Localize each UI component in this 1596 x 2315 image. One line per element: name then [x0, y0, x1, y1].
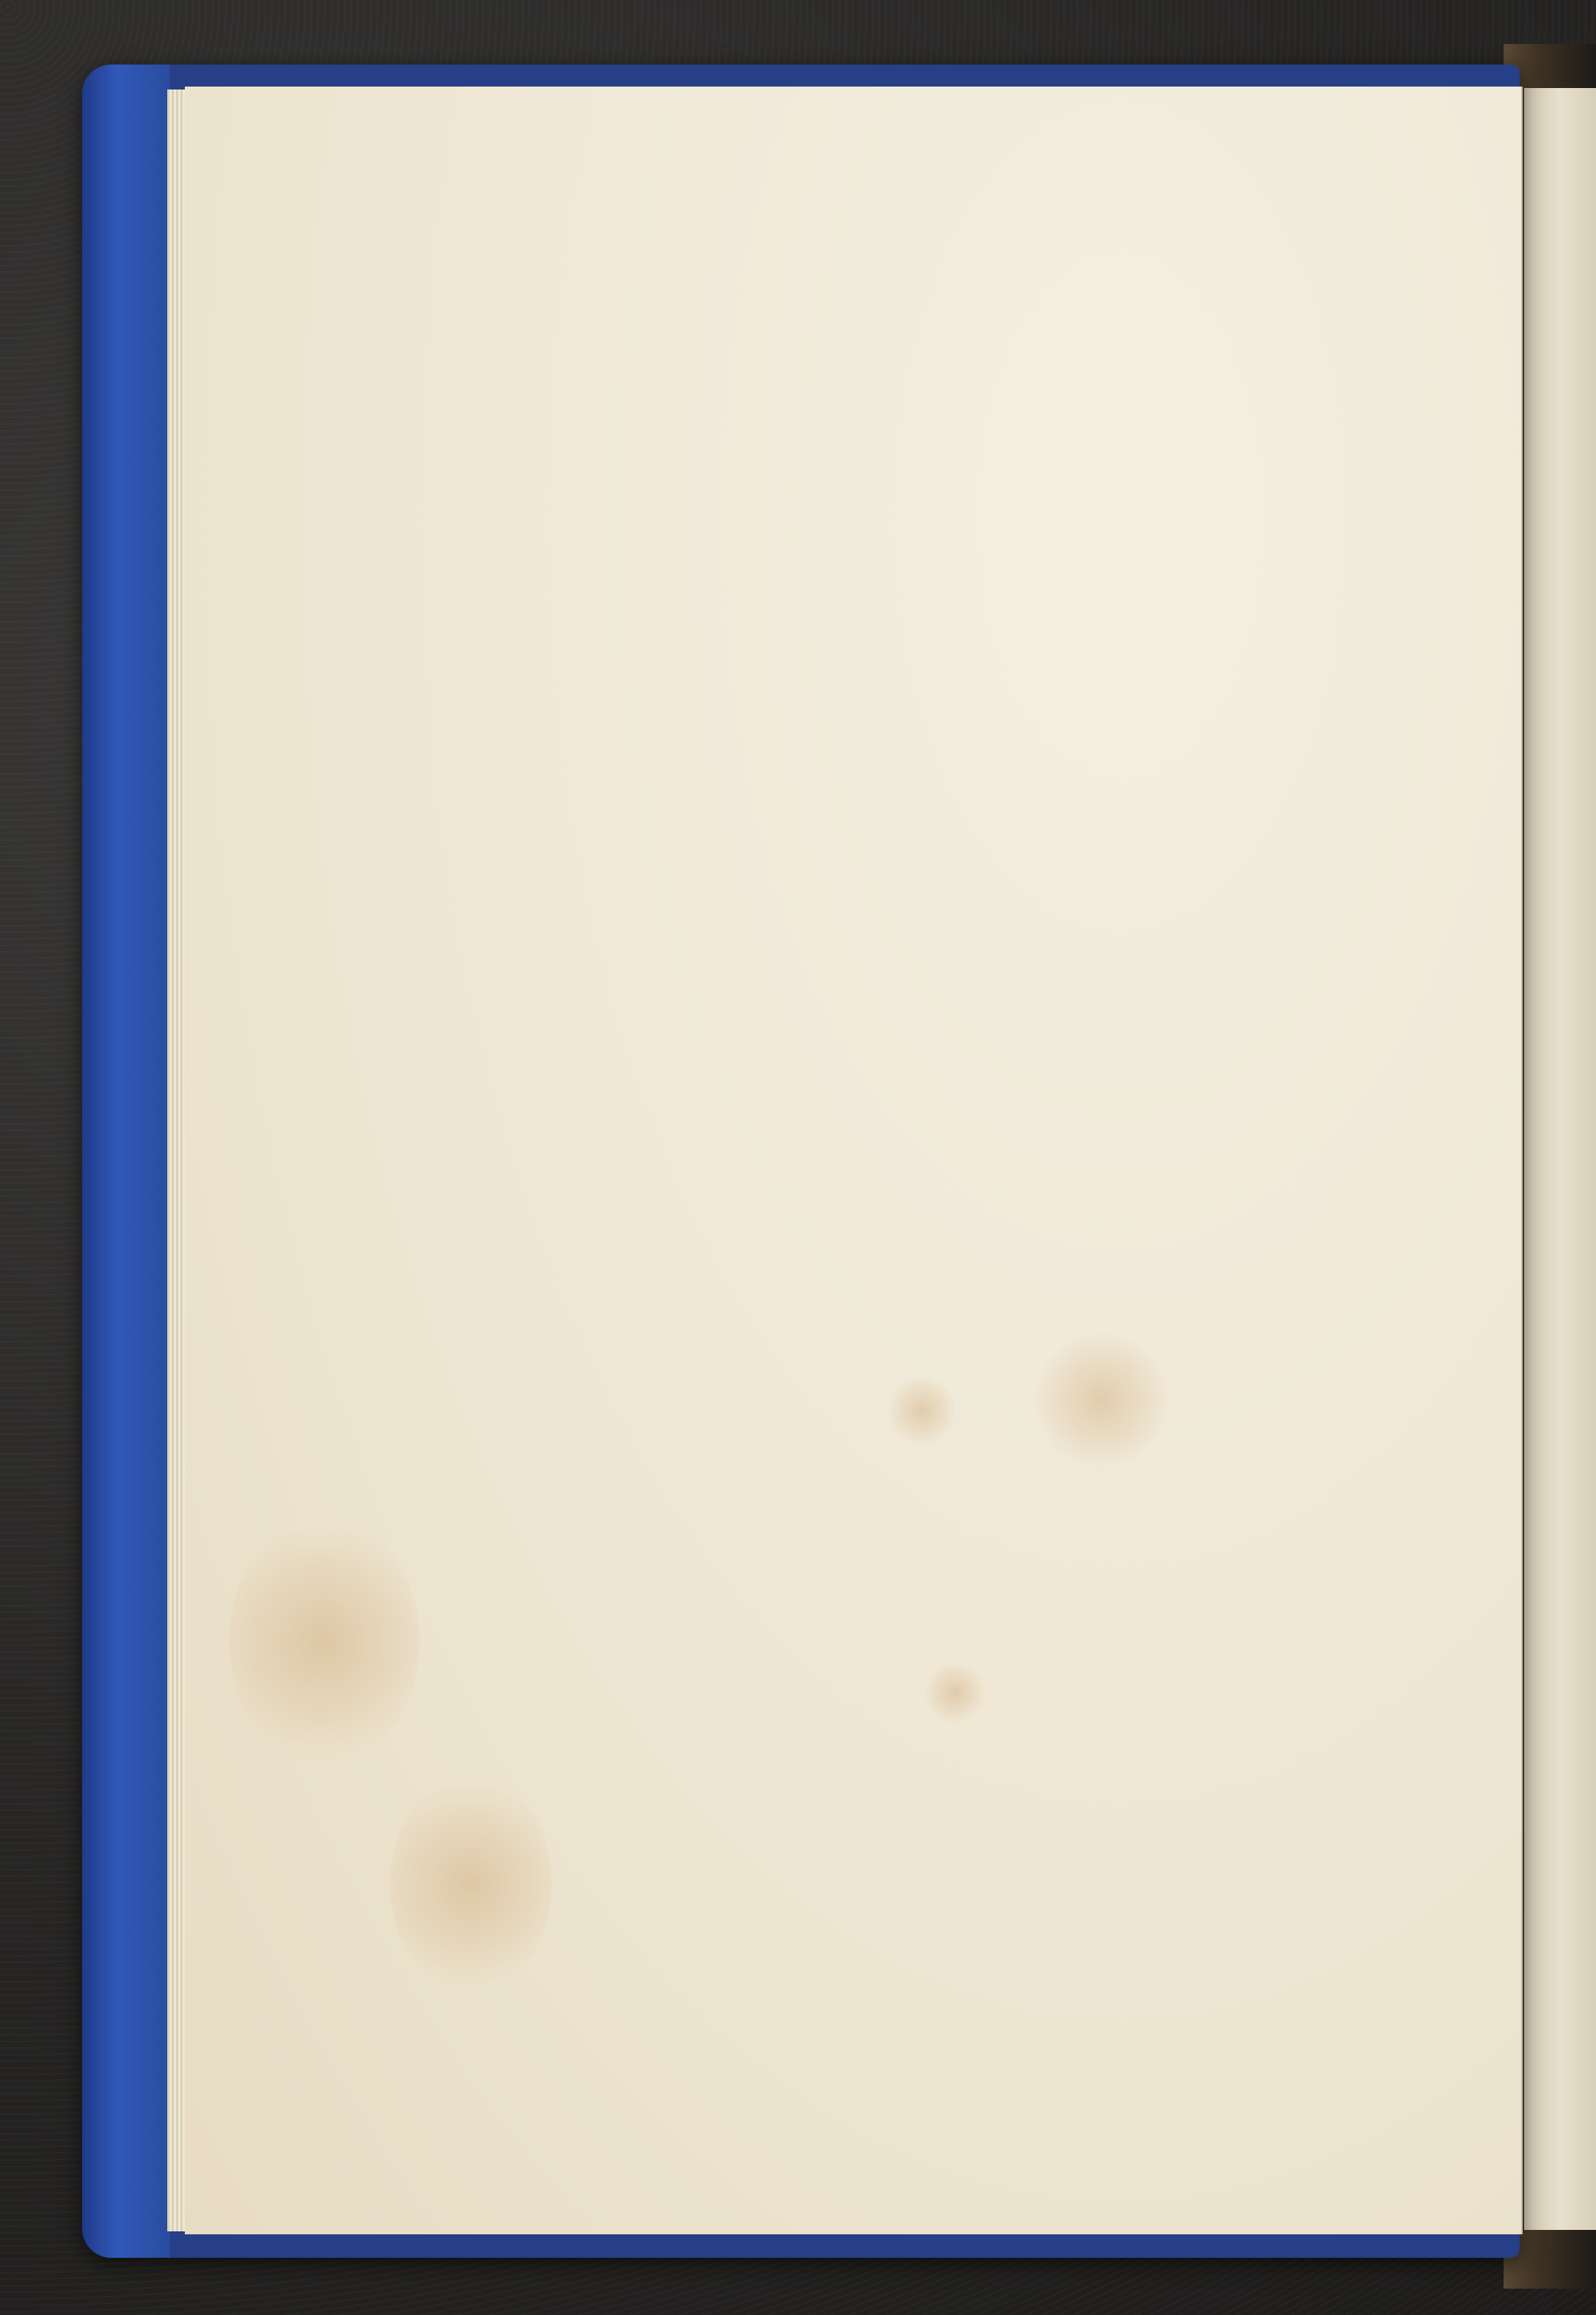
- foxing-stain: [390, 1774, 552, 1994]
- facing-page-edge: [1524, 88, 1596, 2230]
- foxing-stain: [926, 1664, 984, 1722]
- foxing-stain: [1036, 1334, 1168, 1466]
- foxing-stain: [229, 1517, 420, 1766]
- foxing-stain: [889, 1378, 955, 1444]
- book-page: [185, 87, 1523, 2234]
- cover-edge: [82, 65, 170, 2258]
